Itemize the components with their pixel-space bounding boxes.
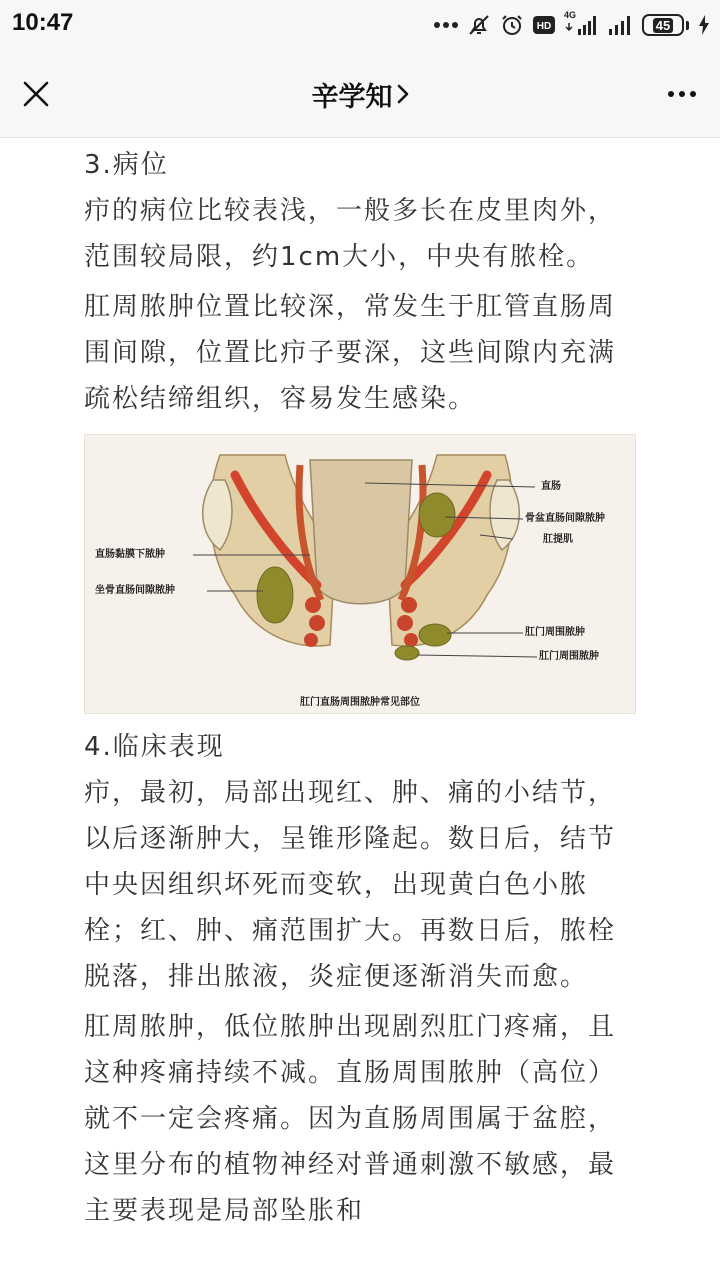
anatomy-illustration	[85, 435, 636, 714]
label-perianal-abscess-1: 肛门周围脓肿	[525, 627, 585, 638]
battery-level: 45	[653, 18, 673, 33]
dots-icon	[434, 21, 458, 29]
section-3-paragraph-1: 疖的病位比较表浅，一般多长在皮里肉外，范围较局限，约1cm大小，中央有脓栓。	[84, 196, 617, 272]
label-ischiorectal-abscess: 坐骨直肠间隙脓肿	[95, 585, 175, 596]
signal-4g-icon	[564, 10, 598, 37]
mute-icon	[467, 13, 491, 37]
battery-tip	[686, 21, 689, 30]
figure-caption: 肛门直肠周围脓肿常见部位	[300, 697, 420, 708]
label-submucosal-abscess: 直肠黏膜下脓肿	[95, 549, 165, 560]
more-dot-icon	[679, 91, 685, 97]
more-dot-icon	[668, 91, 674, 97]
section-4-paragraph-1: 疖，最初，局部出现红、肿、痛的小结节，以后逐渐肿大，呈锥形隆起。数日后，结节中央因组织坏死而变软，出现黄白色小脓栓；红、肿、痛范围扩大。再数日后，脓栓脱落，排出脓液，炎症便逐渐消失而愈。	[84, 778, 617, 992]
status-bar	[0, 0, 720, 50]
signal-icon	[607, 14, 633, 36]
section-4-paragraph-2: 肛周脓肿，低位脓肿出现剧烈肛门疼痛，且这种疼痛持续不减。直肠周围脓肿（高位）就不一定会疼痛。因为直肠周围属于盆腔，这里分布的植物神经对普通刺激不敏感，最主要表现是局部坠胀和	[84, 1012, 617, 1226]
label-levator-ani: 肛提肌	[543, 534, 573, 545]
label-rectum: 直肠	[541, 481, 561, 492]
article-content	[84, 140, 640, 1238]
account-title-link[interactable]	[260, 70, 460, 118]
more-button[interactable]	[660, 72, 704, 116]
status-time: 10:47	[12, 9, 74, 36]
svg-text:HD: HD	[536, 21, 552, 32]
close-icon	[23, 81, 49, 107]
anatomy-figure[interactable]	[84, 434, 636, 714]
chevron-right-icon	[397, 83, 409, 105]
label-pelvirectal-abscess: 骨盆直肠间隙脓肿	[525, 513, 605, 524]
page-title: 辛学知	[311, 81, 393, 113]
status-icons	[434, 11, 710, 39]
battery-icon	[642, 14, 684, 36]
label-perianal-abscess-2: 肛门周围脓肿	[539, 651, 599, 662]
network-type: 4G	[564, 10, 577, 20]
section-3-paragraph-2: 肛周脓肿位置比较深，常发生于肛管直肠周围间隙，位置比疖子要深，这些间隙内充满疏松结缔组织，容易发生感染。	[84, 292, 617, 414]
alarm-icon	[500, 13, 524, 37]
more-dot-icon	[690, 91, 696, 97]
close-button[interactable]	[14, 72, 58, 116]
hd-icon	[533, 16, 555, 34]
charging-icon	[698, 14, 710, 36]
nav-bar	[0, 50, 720, 138]
section-4-title: 4.临床表现	[84, 732, 225, 762]
section-3-title: 3.病位	[84, 150, 169, 180]
